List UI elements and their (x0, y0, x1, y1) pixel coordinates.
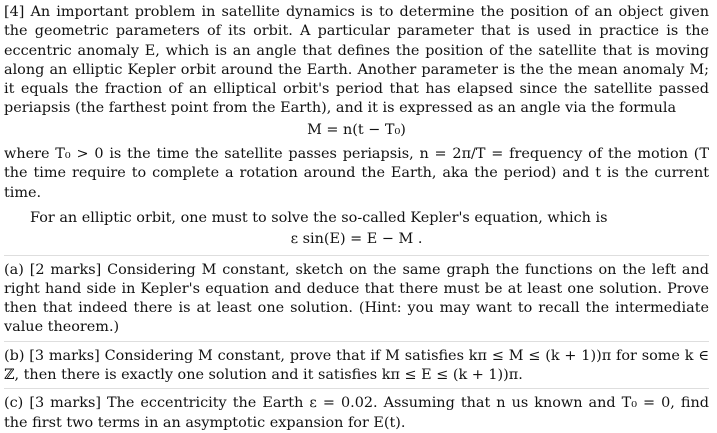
problem-document (4, 3, 709, 433)
kepler-intro: For an elliptic orbit, one must to solve the so-called Kepler's equation, which is (30, 209, 608, 226)
mean-anomaly-equation: M = n(t − T₀) (307, 121, 406, 138)
divider (4, 341, 709, 342)
equation-explanation: where T₀ > 0 is the time the satellite passes periapsis, n = 2π/T = frequency of the motion (T the time require to complete a rotation around the Earth, aka the period) and t is the current time. (4, 146, 709, 201)
kepler-equation: ε sin(E) = E − M . (290, 231, 423, 248)
divider (4, 388, 709, 389)
problem-intro: [4] An important problem in satellite dynamics is to determine the position of an object given the geometric parameters of its orbit. A particular parameter that is used in practice is the eccentric anomaly E, which is an angle that defines the position of the satellite that is moving along an elliptic Kepler orbit around the Earth. Another parameter is the the mean anomaly M; it equals the fraction of an elliptical orbit's period that has elapsed since the satellite passed periapsis (the farthest point from the Earth), and it is expressed as an angle via the formula (4, 4, 709, 117)
part-c: (c) [3 marks] The eccentricity the Earth ε = 0.02. Assuming that n us known and T₀ = 0, find the first two terms in an asymptotic expansion for E(t). (4, 395, 709, 431)
divider (4, 255, 709, 256)
part-b: (b) [3 marks] Considering M constant, prove that if M satisfies kπ ≤ M ≤ (k + 1))π for some k ∈ ℤ, then there is exactly one solution and it satisfies kπ ≤ E ≤ (k + 1))π. (4, 347, 709, 384)
part-a: (a) [2 marks] Considering M constant, sketch on the same graph the functions on the left and right hand side in Kepler's equation and deduce that there must be at least one solution. Prove then that indeed there is at least one solution. (Hint: you may want to recall the intermediate value theorem.) (4, 261, 709, 336)
